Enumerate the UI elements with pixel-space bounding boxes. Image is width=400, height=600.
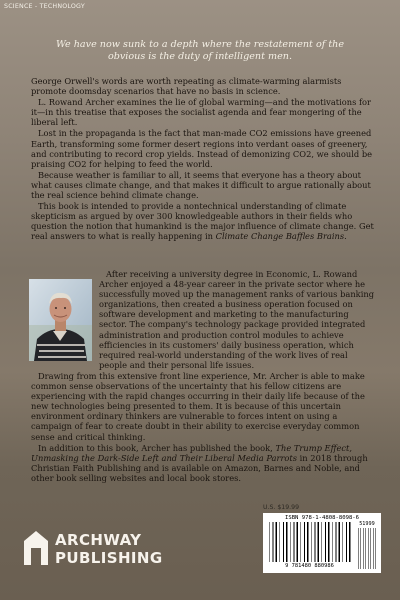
addon-digits: 51999: [359, 521, 375, 527]
intro-paragraph-3: Lost in the propaganda is the fact that man-made CO2 emissions have greened Earth, transforming some former desert regions into verdant oases of greenery, and contributing to record crop yields. Instead of demonizing CO2, we should be praising CO2 for helping to feed the world.: [31, 128, 373, 169]
intro-text: [31, 76, 378, 243]
bio-paragraph-2: Drawing from this extensive front line experience, Mr. Archer is able to make common sense observations of the uncertainty that his fellow citizens are experiencing with the rapid changes occurring in their daily life because of the new technologies being presented to them. It is because of this uncertain environment ordinary thinkers are vulnerable to forces intent on using a campaign of fear to create doubt in their ability to exercise everyday common sense and critical thinking.: [31, 370, 365, 442]
isbn-label: ISBN 978-1-4808-8098-6: [284, 515, 360, 521]
intro-paragraph-5-text: This book is intended to provide a nontechnical understanding of climate skepticism as argued by over 300 knowledgeable authors in their fields who question the notion that humankind is the major influence of climate change. Get real answers to what is really happening in: [31, 201, 374, 242]
barcode: [263, 513, 381, 573]
bio-paragraph-3-after: in 2018 through Christian Faith Publishing and is available on Amazon, Barnes and Noble, and other book selling websites and local book stores.: [31, 452, 368, 483]
publisher-name-line2: PUBLISHING: [55, 549, 163, 567]
bio-paragraph-3: [31, 443, 378, 483]
intro-paragraph-4: Because weather is familiar to all, it seems that everyone has a theory about what causes climate change, and that makes it difficult to argue rationally about the real science behind climate change.: [31, 169, 371, 201]
bio-paragraph-3-before: In addition to this book, Archer has published the book,: [38, 442, 276, 453]
price-label: U.S. $19.99: [263, 504, 300, 511]
book-title: Climate Change Baffles Brains: [215, 231, 345, 242]
intro-paragraph-5: [31, 201, 378, 241]
other-book-title: The Trump Effect, Unmasking the Dark-Side Left and Their Liberal Media Parrots: [31, 442, 353, 463]
publisher-name-line1: ARCHWAY: [55, 531, 142, 549]
bio-paragraph-1: After receiving a university degree in Economic, L. Rowand Archer enjoyed a 48-year career in the private sector where he successfully moved up the management ranks of various banking organizations, then created a business operation focused on software development and marketing to the manufacturing sector. The company's technology package provided integrated administration and production control modules to achieve efficiencies in its customers' daily business operation, which required real-world understanding of the work lives of real people and their personal life issues.: [99, 269, 375, 370]
archway-logo-icon: [24, 531, 48, 565]
ean-digits: 9 781480 880986: [285, 563, 334, 569]
category-label: SCIENCE - TECHNOLOGY: [4, 3, 85, 10]
intro-paragraph-1: George Orwell's words are worth repeating as climate-warming alarmists promote doomsday scenarios that have no basis in science.: [31, 76, 342, 97]
epigraph: We have now sunk to a depth where the restatement of the obvious is the duty of intelligent men.: [55, 39, 345, 63]
author-bio: [31, 269, 378, 484]
intro-paragraph-2: L. Rowand Archer examines the lie of global warming—and the motivations for it—in this treatise that exposes the socialist agenda and fear mongering of the liberal left.: [31, 97, 372, 128]
intro-paragraph-5-end: .: [344, 231, 347, 242]
